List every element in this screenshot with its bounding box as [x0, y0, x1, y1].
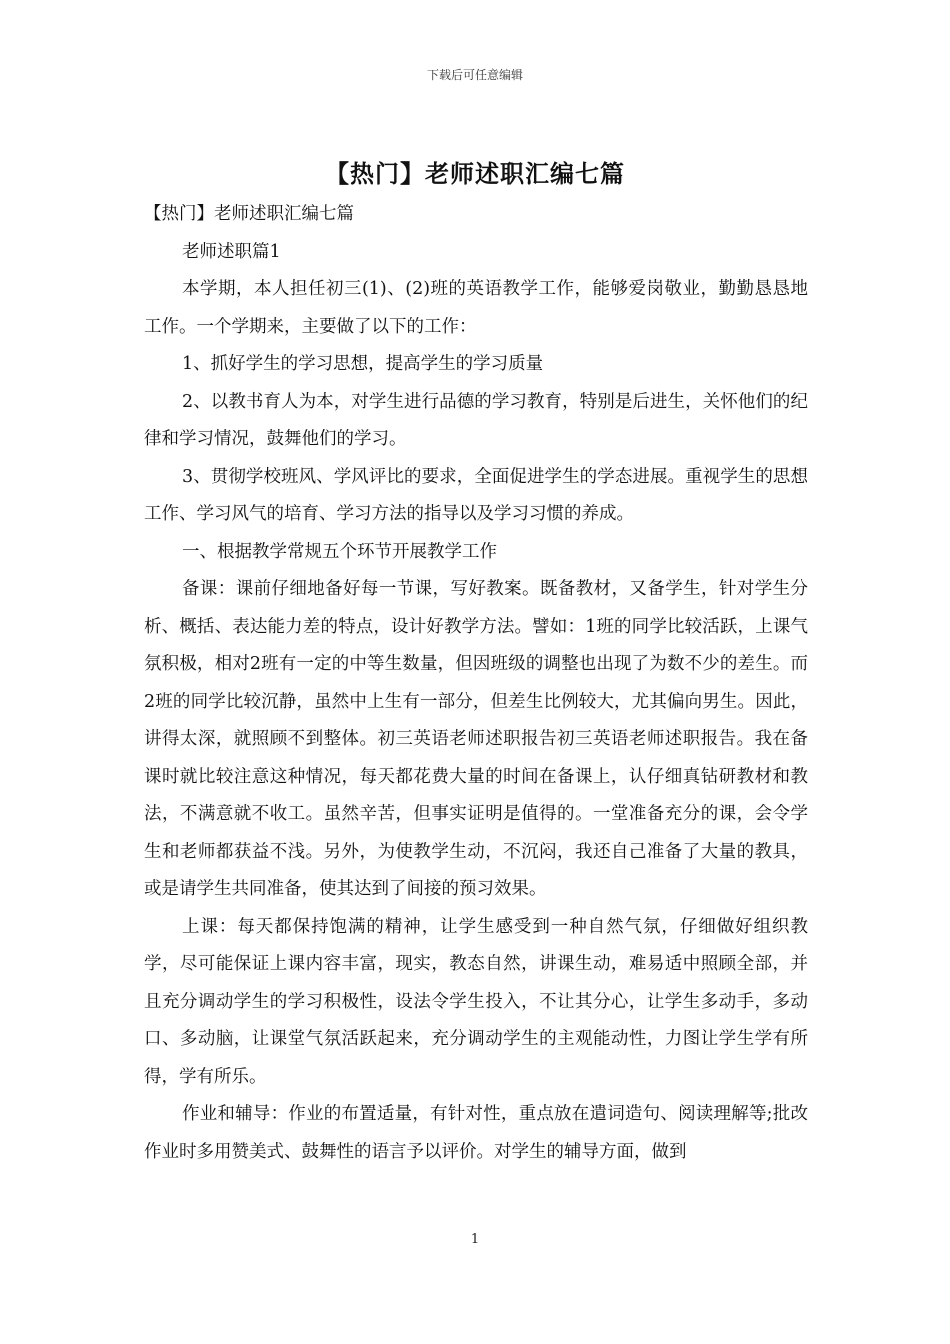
- document-body: [144, 196, 808, 1171]
- header-note: 下载后可任意编辑: [426, 68, 523, 82]
- list-item: 1、抓好学生的学习思想，提高学生的学习质量: [182, 354, 544, 374]
- section-heading: 一、根据教学常规五个环节开展教学工作: [182, 541, 497, 562]
- page-number: 1: [470, 1232, 480, 1247]
- list-item: 3、贯彻学校班风、学风评比的要求，全面促进学生的学态进展。重视学生的思想工作、学习风气的培育、学习方法的指导以及学习习惯的养成。: [144, 466, 808, 524]
- paragraph: 备课：课前仔细地备好每一节课，写好教案。既备教材，又备学生，针对学生分析、概括、表达能力差的特点，设计好教学方法。譬如：1班的同学比较活跃，上课气氛积极，相对2班有一定的中等生数量，但因班级的调整也出现了为数不少的差生。而2班的同学比较沉静，虽然中上生有一部分，但差生比例较大，尤其偏向男生。因此，讲得太深，就照顾不到整体。初三英语老师述职报告初三英语老师述职报告。我在备课时就比较注意这种情况，每天都花费大量的时间在备课上，认仔细真钻研教材和教法，不满意就不收工。虽然辛苦，但事实证明是值得的。一堂准备充分的课，会令学生和老师都获益不浅。另外，为使教学生动，不沉闷，我还自己准备了大量的教具，或是请学生共同准备，使其达到了间接的预习效果。: [144, 579, 808, 899]
- list-item: 2、以教书育人为本，对学生进行品德的学习教育，特别是后进生，关怀他们的纪律和学习情况，鼓舞他们的学习。: [144, 391, 808, 449]
- paragraph: 作业和辅导：作业的布置适量，有针对性，重点放在遣词造句、阅读理解等;批改作业时多用赞美式、鼓舞性的语言予以评价。对学生的辅导方面，做到: [144, 1104, 808, 1162]
- paragraph: 上课：每天都保持饱满的精神，让学生感受到一种自然气氛，仔细做好组织教学，尽可能保证上课内容丰富，现实，教态自然，讲课生动，难易适中照顾全部，并且充分调动学生的学习积极性，设法令学生投入，不让其分心，让学生多动手，多动口、多动脑，让课堂气氛活跃起来，充分调动学生的主观能动性，力图让学生学有所得，学有所乐。: [144, 916, 808, 1087]
- section-heading: 老师述职篇1: [182, 241, 281, 262]
- document-title: 【热门】老师述职汇编七篇: [325, 159, 625, 188]
- subtitle-line: 【热门】老师述职汇编七篇: [144, 204, 354, 224]
- paragraph: 本学期，本人担任初三(1)、(2)班的英语教学工作，能够爱岗敬业，勤勤恳恳地工作。一个学期来，主要做了以下的工作：: [144, 279, 808, 337]
